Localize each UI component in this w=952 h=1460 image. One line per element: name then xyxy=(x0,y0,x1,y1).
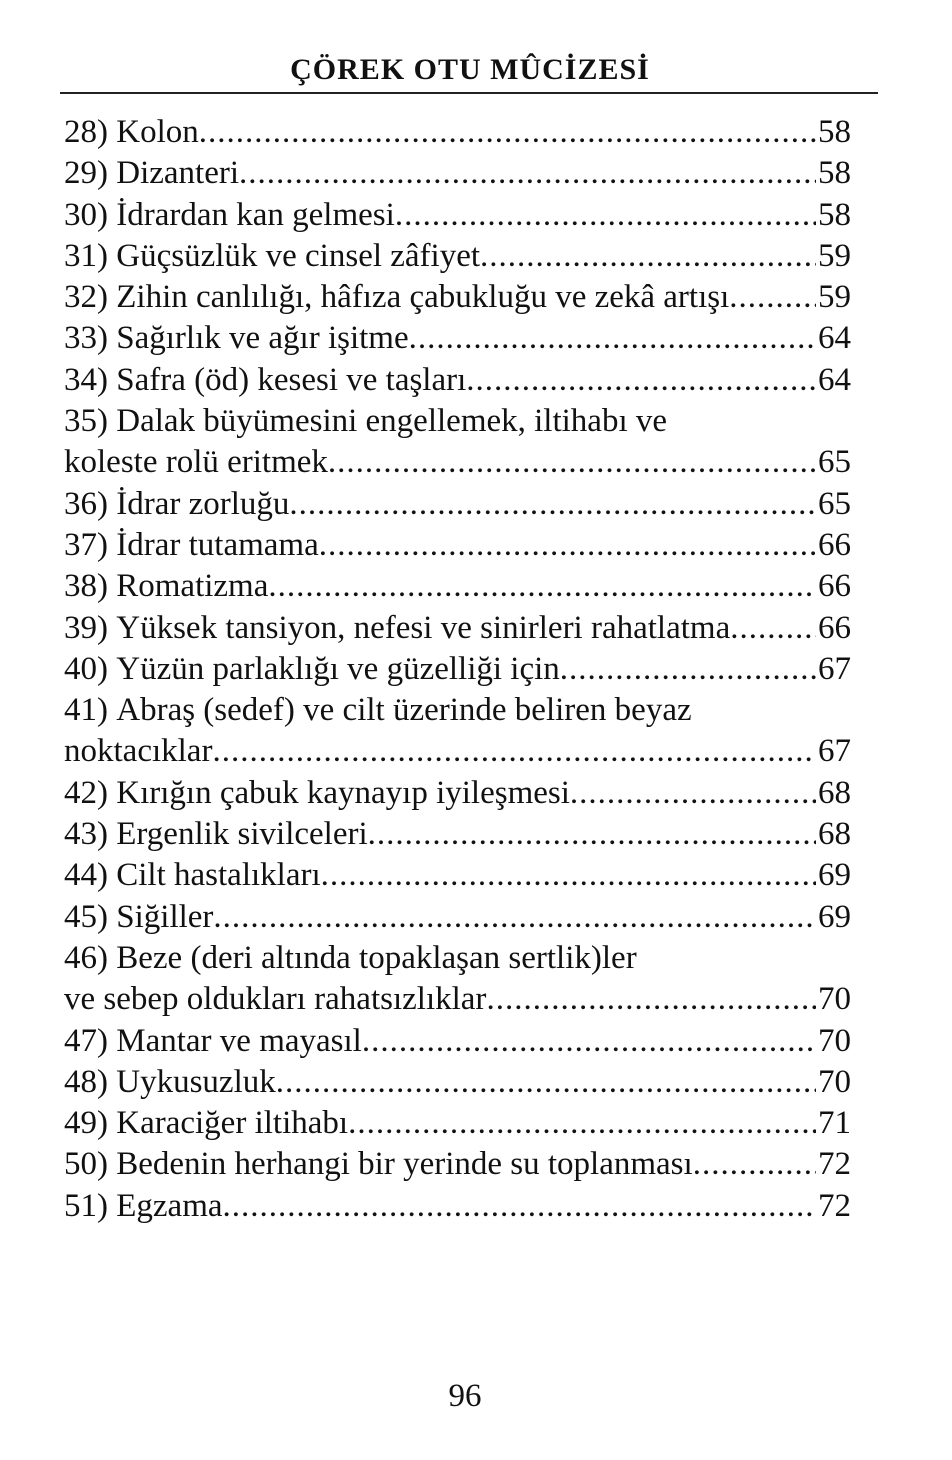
toc-leader-dots xyxy=(348,1103,816,1144)
toc-entry-number: 48) xyxy=(64,1063,108,1100)
toc-entry-line xyxy=(64,442,851,483)
toc-entry-page: 72 xyxy=(818,1146,851,1183)
toc-entry-page: 59 xyxy=(818,237,851,274)
toc-entry-page: 69 xyxy=(818,857,851,894)
toc-entry-line xyxy=(64,112,851,153)
toc-entry-line xyxy=(64,195,851,236)
toc-entry-page: 64 xyxy=(818,361,851,398)
toc-leader-dots xyxy=(212,731,816,772)
toc-entry-line xyxy=(64,153,851,194)
toc-entry-page: 70 xyxy=(818,981,851,1018)
toc-leader-dots xyxy=(276,1062,816,1103)
toc-entry-title: Romatizma xyxy=(116,568,269,605)
toc-entry-number: 31) xyxy=(64,237,108,274)
toc-entry-line xyxy=(64,855,851,896)
toc-entry-title: Yüksek tansiyon, nefesi ve sinirleri rahatlatma xyxy=(116,609,731,646)
toc-entry-line xyxy=(64,938,851,979)
toc-entry-title: Yüzün parlaklığı ve güzelliği için xyxy=(116,650,560,687)
toc-entry-line xyxy=(64,690,851,731)
toc-leader-dots xyxy=(289,484,816,525)
toc-entry-line xyxy=(64,236,851,277)
toc-entry-title: Dalak büyümesini engellemek, iltihabı ve xyxy=(116,403,668,440)
toc-entry-page: 66 xyxy=(818,568,851,605)
toc-entry-page: 66 xyxy=(818,609,851,646)
toc-leader-dots xyxy=(693,1144,816,1185)
toc-entry-number: 49) xyxy=(64,1105,108,1142)
toc-leader-dots xyxy=(466,360,816,401)
toc-entry-line xyxy=(64,773,851,814)
toc-entry-page: 68 xyxy=(818,774,851,811)
toc-entry-title: noktacıklar xyxy=(64,733,213,770)
toc-entry-number: 42) xyxy=(64,774,108,811)
toc-leader-dots xyxy=(368,814,816,855)
toc-entry-number: 32) xyxy=(64,279,108,316)
toc-leader-dots xyxy=(560,649,816,690)
toc-entry-title: Zihin canlılığı, hâfıza çabukluğu ve zekâ artışı xyxy=(116,279,730,316)
toc-entry-line xyxy=(64,608,851,649)
toc-leader-dots xyxy=(395,195,816,236)
toc-entry-title: Cilt hastalıkları xyxy=(116,857,321,894)
toc-entry-line xyxy=(64,1144,851,1185)
toc-entry-title: Sağırlık ve ağır işitme xyxy=(116,320,409,357)
toc-entry-title: Abraş (sedef) ve cilt üzerinde beliren beyaz xyxy=(116,692,692,729)
toc-leader-dots xyxy=(213,897,816,938)
toc-entry-title: Bedenin herhangi bir yerinde su toplanması xyxy=(116,1146,693,1183)
toc-entry-title: Ergenlik sivilceleri xyxy=(116,816,368,853)
toc-entry-number: 43) xyxy=(64,816,108,853)
toc-entry-line xyxy=(64,731,851,772)
toc-entry-number: 34) xyxy=(64,361,108,398)
toc-entry-page: 64 xyxy=(818,320,851,357)
toc-entry-line xyxy=(64,1062,851,1103)
toc-entry-line xyxy=(64,360,851,401)
toc-entry-title: Uykusuzluk xyxy=(116,1063,276,1100)
toc-entry-line xyxy=(64,979,851,1020)
toc-entry-number: 40) xyxy=(64,650,108,687)
toc-entry-title: Beze (deri altında topaklaşan sertlik)ler xyxy=(116,939,637,976)
toc-entry-number: 47) xyxy=(64,1022,108,1059)
toc-entry-line xyxy=(64,649,851,690)
toc-entry-line xyxy=(64,897,851,938)
toc-entry-title: koleste rolü eritmek xyxy=(64,444,328,481)
toc-entry-title: Siğiller xyxy=(116,898,214,935)
toc-entry-number: 38) xyxy=(64,568,108,605)
toc-leader-dots xyxy=(268,566,816,607)
toc-entry-title: Kolon xyxy=(116,114,199,150)
toc-leader-dots xyxy=(480,236,816,277)
toc-entry-number: 30) xyxy=(64,196,108,233)
toc-entry-page: 70 xyxy=(818,1063,851,1100)
toc-entry-number: 39) xyxy=(64,609,108,646)
toc-entry-number: 35) xyxy=(64,403,108,440)
toc-entry-number: 36) xyxy=(64,485,108,522)
toc-entry-page: 68 xyxy=(818,816,851,853)
toc-entry-number: 28) xyxy=(64,114,108,150)
toc-entry-number: 45) xyxy=(64,898,108,935)
toc-entry-line xyxy=(64,566,851,607)
toc-entry-title: Dizanteri xyxy=(116,155,240,192)
toc-entry-number: 33) xyxy=(64,320,108,357)
toc-entry-number: 37) xyxy=(64,526,108,563)
toc-entry-number: 29) xyxy=(64,155,108,192)
toc-entry-line xyxy=(64,1021,851,1062)
toc-leader-dots xyxy=(570,773,816,814)
toc-entry-page: 67 xyxy=(818,650,851,687)
toc-entry-page: 58 xyxy=(818,114,851,150)
toc-entry-line xyxy=(64,277,851,318)
toc-entry-page: 58 xyxy=(818,155,851,192)
toc-entry-number: 46) xyxy=(64,939,108,976)
toc-entry-line xyxy=(64,401,851,442)
toc-entry-number: 51) xyxy=(64,1187,108,1224)
toc-entry-line xyxy=(64,814,851,855)
toc-entry-line xyxy=(64,1103,851,1144)
toc-entry-title: Egzama xyxy=(116,1187,223,1224)
toc-entry-line xyxy=(64,318,851,359)
toc-leader-dots xyxy=(729,277,816,318)
table-of-contents xyxy=(64,112,851,1227)
toc-entry-title: Mantar ve mayasıl xyxy=(116,1022,362,1059)
toc-leader-dots xyxy=(362,1021,816,1062)
toc-entry-page: 67 xyxy=(818,733,851,770)
toc-entry-title: Karaciğer iltihabı xyxy=(116,1105,349,1142)
toc-leader-dots xyxy=(409,318,816,359)
running-head: ÇÖREK OTU MÛCİZESİ xyxy=(290,53,650,86)
toc-leader-dots xyxy=(730,608,816,649)
toc-entry-page: 72 xyxy=(818,1187,851,1224)
toc-entry-page: 69 xyxy=(818,898,851,935)
toc-entry-page: 58 xyxy=(818,196,851,233)
toc-leader-dots xyxy=(486,979,816,1020)
toc-entry-number: 50) xyxy=(64,1146,108,1183)
toc-entry-page: 71 xyxy=(818,1105,851,1142)
toc-entry-page: 70 xyxy=(818,1022,851,1059)
page-number: 96 xyxy=(448,1378,482,1414)
toc-entry-number: 44) xyxy=(64,857,108,894)
toc-leader-dots xyxy=(199,112,816,153)
toc-entry-title: Kırığın çabuk kaynayıp iyileşmesi xyxy=(116,774,570,811)
toc-leader-dots xyxy=(321,855,816,896)
toc-entry-line xyxy=(64,525,851,566)
toc-entry-line xyxy=(64,484,851,525)
toc-entry-title: ve sebep oldukları rahatsızlıklar xyxy=(64,981,487,1018)
toc-entry-title: Safra (öd) kesesi ve taşları xyxy=(116,361,467,398)
toc-entry-number: 41) xyxy=(64,692,108,729)
toc-leader-dots xyxy=(239,153,816,194)
toc-entry-page: 65 xyxy=(818,444,851,481)
toc-leader-dots xyxy=(223,1186,816,1227)
toc-entry-title: İdrar zorluğu xyxy=(116,485,290,522)
toc-leader-dots xyxy=(328,442,816,483)
toc-entry-page: 65 xyxy=(818,485,851,522)
toc-entry-title: Güçsüzlük ve cinsel zâfiyet xyxy=(116,237,481,274)
toc-entry-page: 59 xyxy=(818,279,851,316)
toc-entry-page: 66 xyxy=(818,526,851,563)
toc-entry-title: İdrar tutamama xyxy=(116,526,319,563)
toc-entry-title: İdrardan kan gelmesi xyxy=(116,196,395,233)
header-rule xyxy=(60,92,878,94)
toc-entry-line xyxy=(64,1186,851,1227)
toc-leader-dots xyxy=(319,525,816,566)
